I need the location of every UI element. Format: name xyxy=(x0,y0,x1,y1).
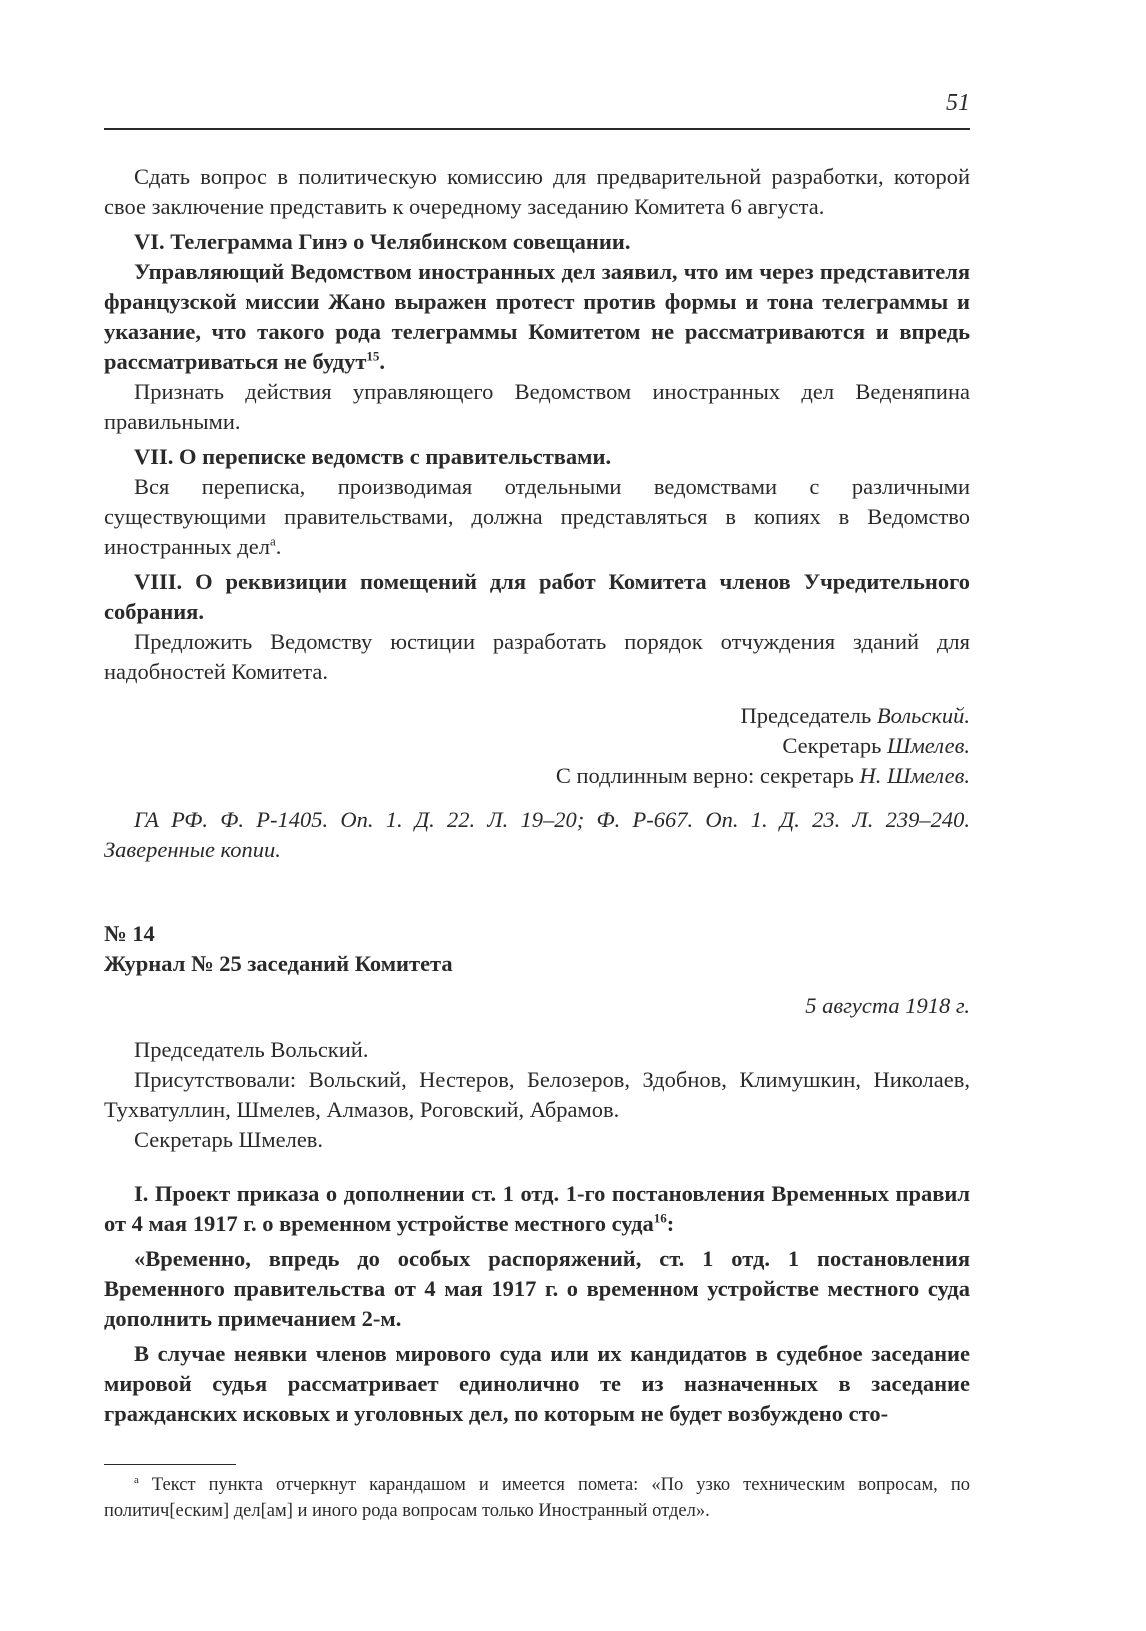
agenda-heading-i-end: : xyxy=(666,1211,675,1236)
note-ref-a: а xyxy=(269,533,276,549)
footnote xyxy=(104,1472,970,1524)
paragraph-justice: Предложить Ведомству юстиции разработать порядок отчуждения зданий для надобностей Комитета. xyxy=(104,629,970,684)
note-ref-15: 15 xyxy=(366,348,380,364)
agenda-heading-i-text: I. Проект приказа о дополнении ст. 1 отд. 1-го постановления Временных правил от 4 мая 1917 г. о временном устройстве местного суда xyxy=(104,1181,970,1236)
paragraph-telegram-end: . xyxy=(379,349,386,374)
paragraph-correspondence xyxy=(104,472,970,562)
signatures xyxy=(104,701,970,791)
footnote-rule xyxy=(104,1464,236,1465)
meeting-present: Присутствовали: Вольский, Нестеров, Белозеров, Здобнов, Климушкин, Николаев, Тухватуллин, Шмелев, Алмазов, Роговский, Абрамов. xyxy=(104,1067,970,1122)
signature-chair xyxy=(104,701,970,731)
signature-copy-label: С подлинным верно: секретарь xyxy=(555,763,860,788)
signature-copy xyxy=(104,761,970,791)
paragraph-correspondence-end: . xyxy=(275,534,282,559)
footnote-text: Текст пункта отчеркнут карандашом и имеется помета: «По узко техническим вопросам, по политич[еским] дел[ам] и иного рода вопросам только Иностранный отдел». xyxy=(104,1475,970,1521)
header-rule xyxy=(104,128,970,130)
paragraph-commission: Сдать вопрос в политическую комиссию для предварительной разработки, которой свое заключение представить к очередному заседанию Комитета 6 августа. xyxy=(104,164,970,219)
signature-chair-label: Председатель xyxy=(740,703,877,728)
document-title: Журнал № 25 заседаний Комитета xyxy=(104,951,453,976)
signature-chair-name: Вольский. xyxy=(876,703,970,728)
order-quote-1: «Временно, впредь до особых распоряжений, ст. 1 отд. 1 постановления Временного правительства от 4 мая 1917 г. о временном устройстве местного суда дополнить примечанием 2-м. xyxy=(104,1246,970,1331)
signature-secretary-label: Секретарь xyxy=(782,733,887,758)
paragraph-telegram-text: Управляющий Ведомством иностранных дел заявил, что им через представителя французской миссии Жано выражен протест против формы и тона телеграммы и указание, что такого рода телеграммы Комитетом не рассматриваются и впредь рассматриваться не будут xyxy=(104,259,970,374)
paragraph-correspondence-text: Вся переписка, производимая отдельными ведомствами с различными существующими правительствами, должна представляться в копиях в Ведомство иностранных дел xyxy=(104,474,970,559)
page-number: 51 xyxy=(946,90,970,116)
signature-secretary xyxy=(104,731,970,761)
archive-reference: ГА РФ. Ф. Р-1405. Оп. 1. Д. 22. Л. 19–20; Ф. Р-667. Оп. 1. Д. 23. Л. 239–240. Заверенные копии. xyxy=(104,807,970,862)
agenda-heading-i xyxy=(104,1179,970,1239)
document-number: № 14 xyxy=(104,921,155,946)
signature-secretary-name: Шмелев. xyxy=(886,733,970,758)
footnote-mark: а xyxy=(134,1473,139,1486)
order-quote-2: В случае неявки членов мирового суда или их кандидатов в судебное заседание мировой судья рассматривает единолично те из назначенных в заседание гражданских исковых и уголовных дел, по которым не будет возбуждено сто- xyxy=(104,1341,970,1426)
meeting-secretary: Секретарь Шмелев. xyxy=(134,1127,324,1152)
paragraph-resolution: Признать действия управляющего Ведомством иностранных дел Веденяпина правильными. xyxy=(104,379,970,434)
main-text xyxy=(104,162,970,1429)
document-date: 5 августа 1918 г. xyxy=(805,993,970,1018)
meeting-chair: Председатель Вольский. xyxy=(134,1037,369,1062)
section-heading-vii: VII. О переписке ведомств с правительствами. xyxy=(134,444,612,469)
section-heading-vi: VI. Телеграмма Гинэ о Челябинском совещании. xyxy=(134,229,631,254)
section-heading-viii: VIII. О реквизиции помещений для работ Комитета членов Учредительного собрания. xyxy=(104,569,970,624)
note-ref-16: 16 xyxy=(653,1210,667,1226)
paragraph-telegram xyxy=(104,257,970,377)
signature-copy-name: Н. Шмелев. xyxy=(859,763,970,788)
